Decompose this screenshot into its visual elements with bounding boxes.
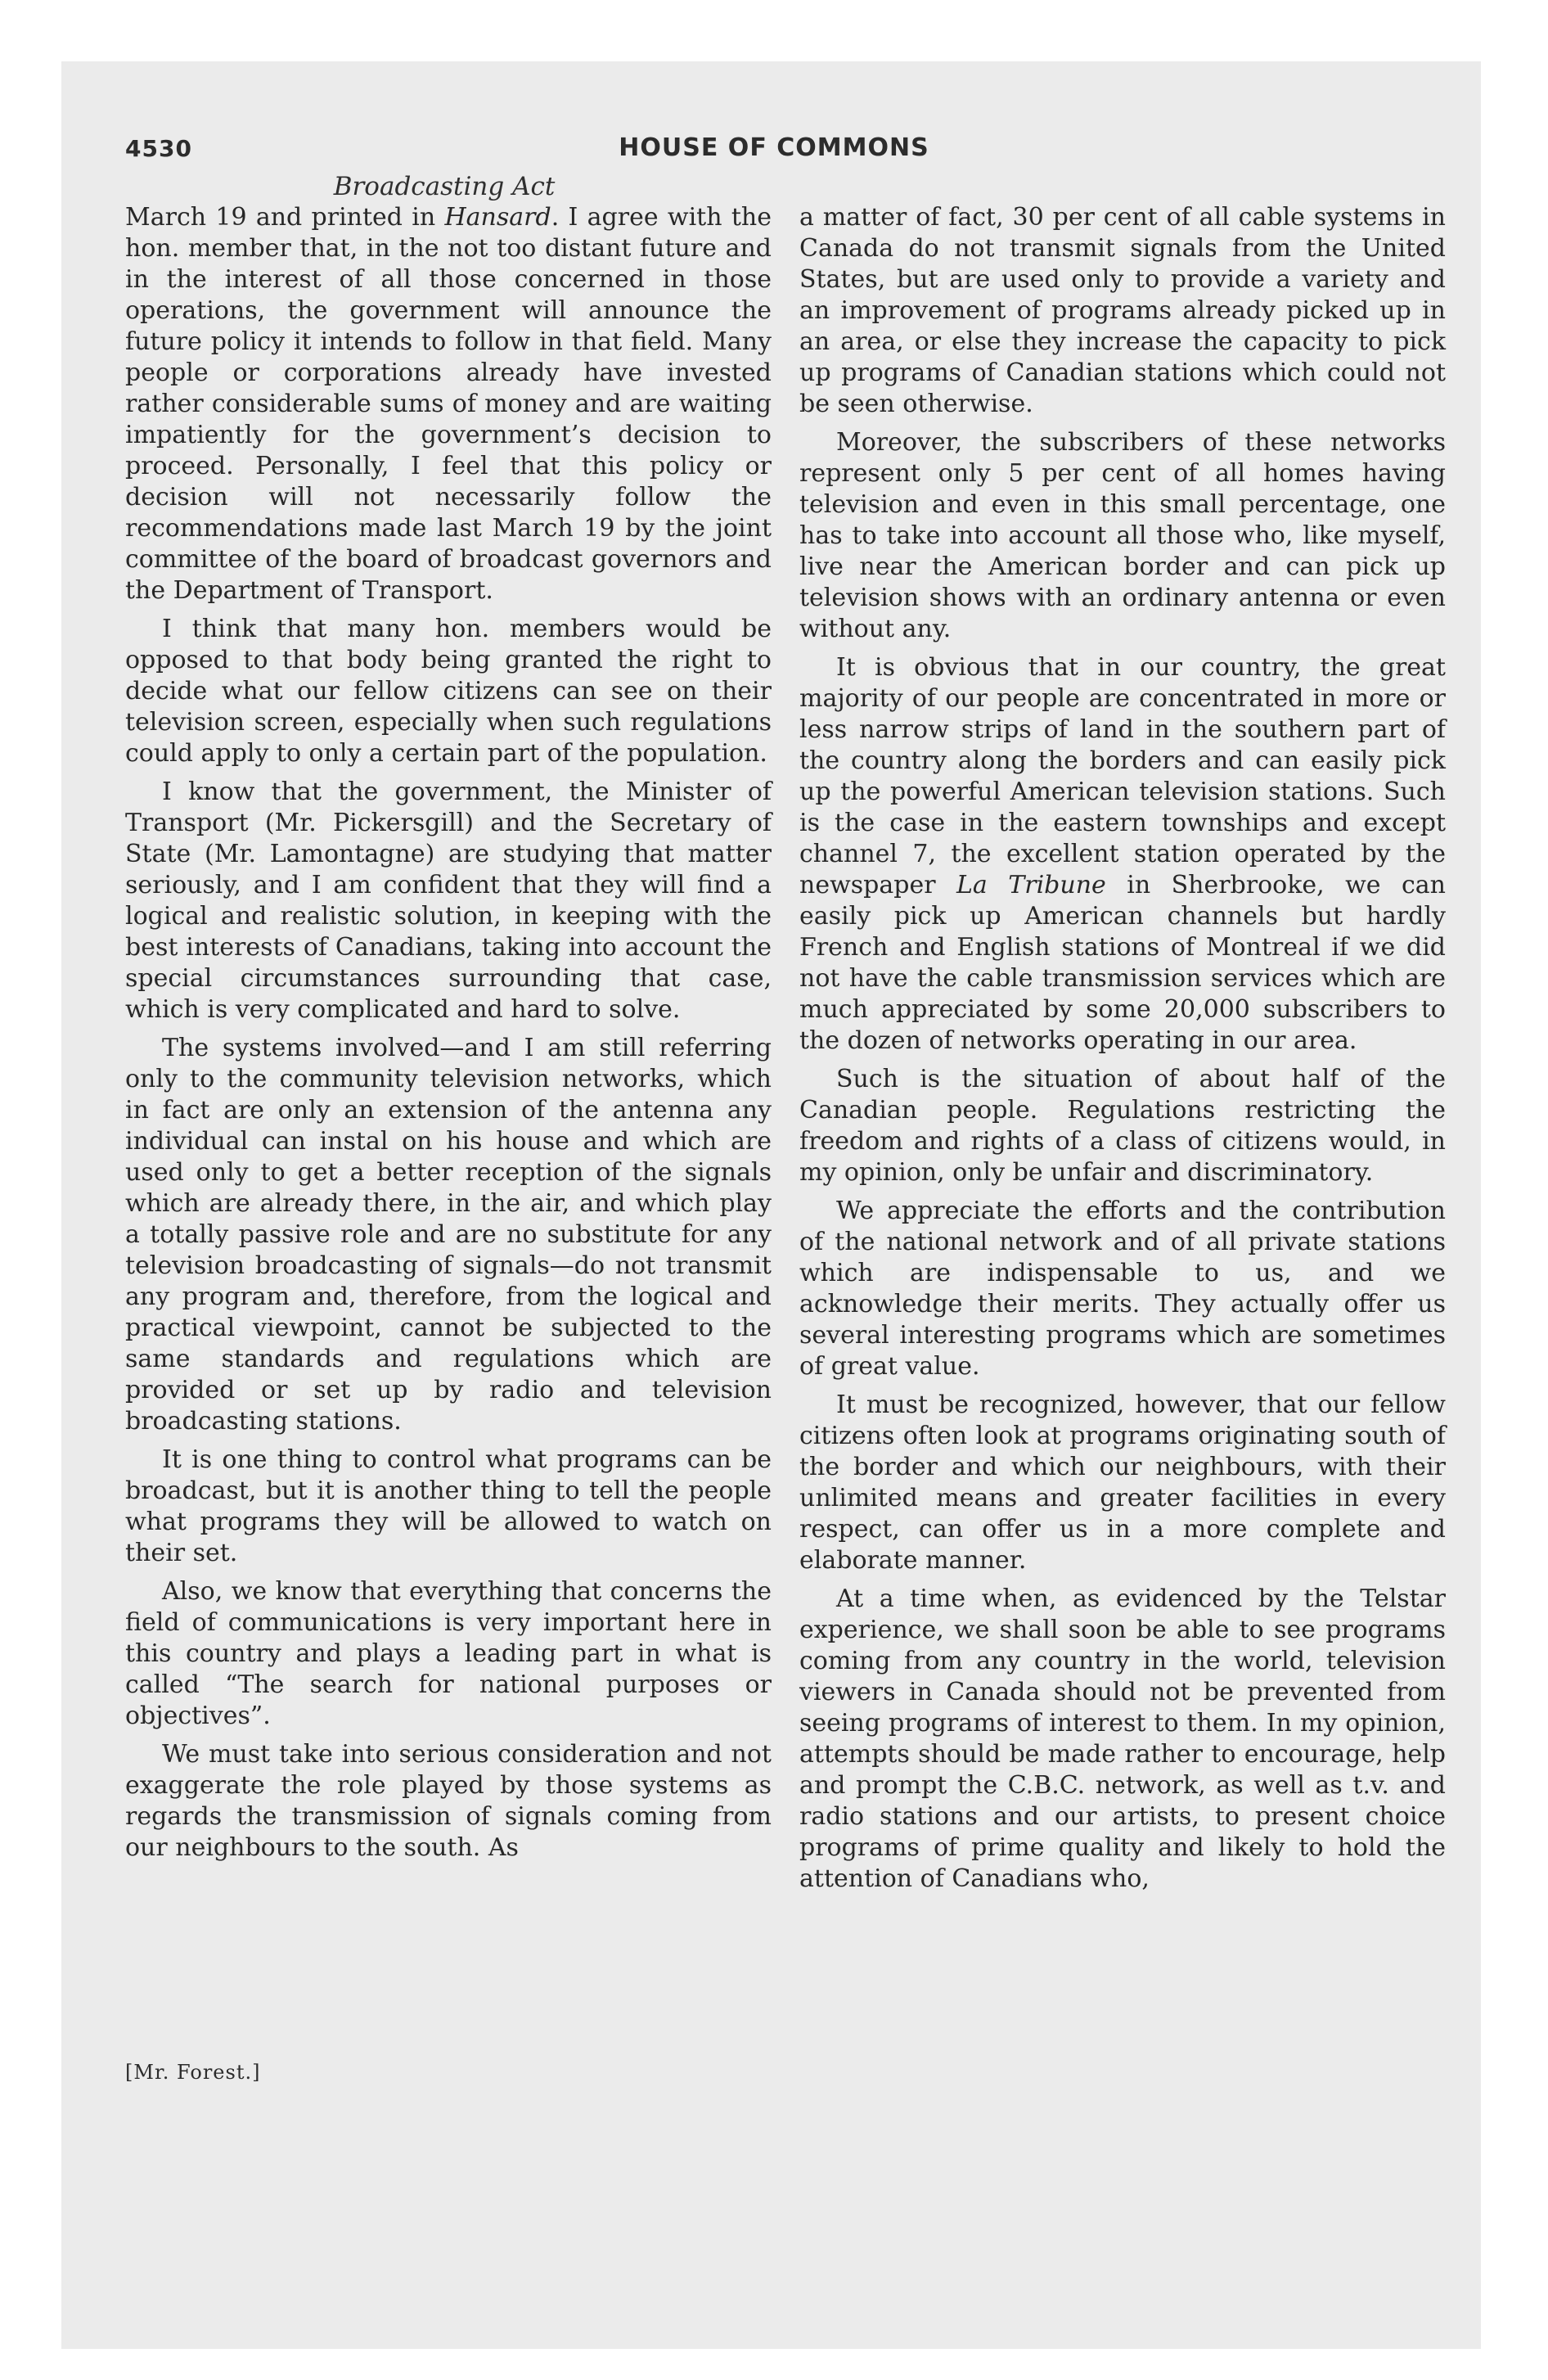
paragraph: Moreover, the subscribers of these networks represent only 5 per cent of all homes having television and even in this small percentage, one has to take into account all those who, like myself, live near the American border and can pick up television shows with an ordinary antenna or even without any. — [799, 428, 1446, 643]
right-column — [799, 202, 1446, 1902]
paragraph: I know that the government, the Minister of Transport (Mr. Pickersgill) and the Secretary of State (Mr. Lamontagne) are studying that matter seriously, and I am confident that they will find a logical and realistic solution, in keeping with the best interests of Canadians, taking into account the special circumstances surrounding that case, which is very complicated and hard to solve. — [125, 778, 772, 1024]
page-number: 4530 — [125, 135, 192, 162]
paragraph: We must take into serious consideration and not exaggerate the role played by those systems as regards the transmission of signals coming from our neighbours to the south. As — [125, 1740, 772, 1862]
paragraph: It must be recognized, however, that our fellow citizens often look at programs originating south of the border and which our neighbours, with their unlimited means and greater facilities in every respect, can offer us in a more complete and elaborate manner. — [799, 1391, 1446, 1575]
paragraph: It is obvious that in our country, the great majority of our people are concentrated in more or less narrow strips of land in the southern part of the country along the borders and can easily pick up the powerful American television stations. Such is the case in the eastern townships and except channel 7, the excellent station operated by the newspaper La Tribune in Sherbrooke, we can easily pick up American channels but hardly French and English stations of Montreal if we did not have the cable transmission services which are much appreciated by some 20,000 subscribers to the dozen of networks operating in our area. — [799, 653, 1447, 1055]
speaker-reference: [Mr. Forest.] — [125, 2061, 261, 2084]
left-column — [125, 202, 772, 1871]
paragraph: a matter of fact, 30 per cent of all cable systems in Canada do not transmit signals from the United States, but are used only to provide a variety and an improvement of programs already picked up in an area, or else they increase the capacity to pick up programs of Canadian stations which could not be seen otherwise. — [799, 203, 1446, 418]
paragraph: Also, we know that everything that concerns the field of communications is very important here in this country and plays a leading part in what is called “The search for national purposes or objectives”. — [125, 1577, 772, 1730]
paragraph: The systems involved—and I am still referring only to the community television networks, which in fact are only an extension of the antenna any individual can instal on his house and which are used only to get a better reception of the signals which are already there, in the air, and which play a totally passive role and are no substitute for any television broadcasting of signals—do not transmit any program and, therefore, from the logical and practical viewpoint, cannot be subjected to the same standards and regulations which are provided or set up by radio and television broadcasting stations. — [125, 1034, 772, 1436]
paragraph: March 19 and printed in Hansard. I agree with the hon. member that, in the not too distant future and in the interest of all those concerned in those operations, the government will announce the future policy it intends to follow in that field. Many people or corporations already have invested rather considerable sums of money and are waiting impatiently for the government’s decision to proceed. Personally, I feel that this policy or decision will not necessarily follow the recommendations made last March 19 by the joint committee of the board of broadcast governors and the Department of Transport. — [125, 203, 772, 605]
paragraph: I think that many hon. members would be opposed to that body being granted the right to decide what our fellow citizens can see on their television screen, especially when such regulations could apply to only a certain part of the population. — [125, 615, 772, 768]
paragraph: We appreciate the efforts and the contribution of the national network and of all private stations which are indispensable to us, and we acknowledge their merits. They actually offer us several interesting programs which are sometimes of great value. — [799, 1197, 1446, 1381]
paragraph: It is one thing to control what programs can be broadcast, but it is another thing to tell the people what programs they will be allowed to watch on their set. — [125, 1445, 772, 1567]
paragraph: At a time when, as evidenced by the Telstar experience, we shall soon be able to see programs coming from any country in the world, television viewers in Canada should not be prevented from seeing programs of interest to them. In my opinion, attempts should be made rather to encourage, help and prompt the C.B.C. network, as well as t.v. and radio stations and our artists, to present choice programs of prime quality and likely to hold the attention of Canadians who, — [799, 1584, 1446, 1893]
running-head: HOUSE OF COMMONS — [619, 133, 929, 162]
section-title: Broadcasting Act — [333, 172, 556, 201]
paragraph: Such is the situation of about half of the Canadian people. Regulations restricting the freedom and rights of a class of citizens would, in my opinion, only be unfair and discriminatory. — [799, 1065, 1446, 1187]
